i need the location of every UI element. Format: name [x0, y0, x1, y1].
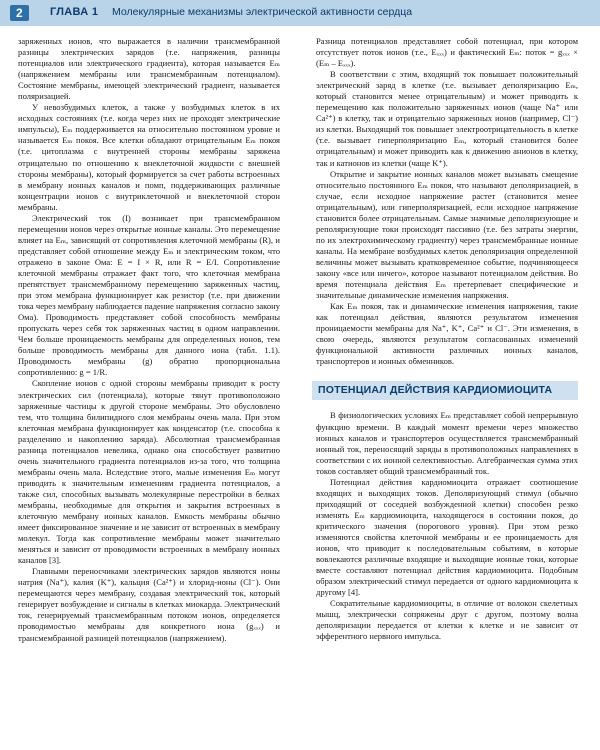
paragraph: заряженных ионов, что выражается в наличии трансмембранной разницы электрических зарядов (т.е. напряжения, разницы потенциалов или электрического градиента), которая называется Eₘ (напряжением мембраны или трансмембранным потенциалом). Состояние мембраны, имеющей электрический градиент, называется поляризацией. — [18, 36, 280, 102]
paragraph: В физиологических условиях Eₘ представляет собой непрерывную функцию времени. В каждый момент времени через множество ионных каналов и транспортеров осуществляется трансмембранный ионный ток, переносящий заряды в противоположных направлениях в соответствии с их ионной селективностью. Алгебраическая сумма этих токов составляет общий трансмембранный ток. — [316, 410, 578, 476]
section-heading: ПОТЕНЦИАЛ ДЕЙСТВИЯ КАРДИОМИОЦИТА — [312, 381, 578, 400]
paragraph: Главными переносчиками электрических зарядов являются ионы натрия (Na⁺), калия (K⁺), кальция (Ca²⁺) и хлорид-ионы (Cl⁻). Они перемещаются через мембрану, создавая электрический ток, который генерирует возбуждение и сигналы в клетках миокарда. Электрический ток, генерируемый трансмембранным потоком ионов, определяется проводимостью мембраны для конкретного иона (gₓₓₓ) и трансмембранной разницей потенциалов (напряжением). — [18, 566, 280, 643]
paragraph: Электрический ток (I) возникает при трансмембранном перемещении ионов через открытые ионные каналы. Это перемещение влияет на Eₘ, зависящий от сопротивления клеточной мембраны (R), и представляет собой отношение между Eₘ и электрическим током, что отражено в законе Ома: E = I × R, или R = E/I. Сопротивление клеточной мембраны отражает факт того, что клеточная мембрана препятствует трансмембранному перемещению заряженных частиц, при этом мембрана функционирует как резистор (т.е. при движении тока через мембрану наблюдается падение напряжения согласно закону Ома). Проводимость представляет собой способность мембраны пропускать через себя ток заряженных частиц в одном направлении. Чем больше проницаемость мембраны для определенных ионов, тем больше проводимость мембраны для данного иона (табл. 1.1). Проводимость мембраны (g) обратно пропорциональна сопротивлению: g = 1/R. — [18, 212, 280, 378]
paragraph: У невозбудимых клеток, а также у возбудимых клеток в их исходных состояниях (т.е. когда через них не проходят электрические импульсы), Eₘ поддерживается на относительно постоянном уровне и называется Eₘ покоя. Все клетки обладают отрицательным Eₘ покоя (т.е. цитоплазма с внутренней стороны мембраны заряжена отрицательно по отношению к внеклеточной жидкости с внешней стороны мембраны), который формируется за счет работы встроенных в мембрану ионных каналов и помп, поддерживающих различные концентрации ионов с внутриклеточной и внеклеточной сторон мембраны. — [18, 102, 280, 212]
right-column — [316, 36, 578, 642]
running-title: Молекулярные механизмы электрической активности сердца — [112, 6, 413, 18]
paragraph: В соответствии с этим, входящий ток повышает положительный электрический заряд в клетке (т.е. вызывает деполяризацию Eₘ, который становится менее отрицательным) и может приводить к перемещению как положительно заряженных ионов (чаще Na⁺ или Ca²⁺) в клетку, так и отрицательно заряженных ионов (например, Cl⁻) из клетки. Выходящий ток повышает электроотрицательность в клетке (т.е. вызывает гиперполяризацию Eₘ, который становится более отрицательным) и может приводить как к движению анионов в клетку, так и катионов из клетки (чаще K⁺). — [316, 69, 578, 168]
page-header — [0, 0, 600, 26]
paragraph: Разница потенциалов представляет собой потенциал, при котором отсутствует поток ионов (т.е., Eₓₓₓ) и фактический Eₘ: поток = gₓₓₓ × (Eₘ – Eₓₓₓ). — [316, 36, 578, 69]
paragraph: Как Eₘ покоя, так и динамические изменения напряжения, такие как потенциал действия, являются результатом изменения проницаемости мембраны для Na⁺, K⁺, Ca²⁺ и Cl⁻. Эти изменения, в свою очередь, являются результатом согласованных изменений функциональной активности различных ионных каналов, транспортеров и ионных обменников. — [316, 301, 578, 367]
page-number: 2 — [10, 5, 29, 21]
paragraph: Потенциал действия кардиомиоцита отражает соотношение входящих и выходящих токов. Деполяризующий стимул (обычно приходящий от соседней возбужденной клетки) способен резко изменять Eₘ кардиомиоцита, находящегося в состоянии покоя, до критического значения (порогового уровня). При этом резко изменяются свойства клеточной мембраны и ее проницаемость для ионов, что приводит к последовательным событиям, в которые вовлекаются различные входящие и выходящие ионные токи, которые вместе составляют потенциал действия кардиомиоцита. Подобным образом электрический стимул передается от одного кардиомиоцита к другому [4]. — [316, 476, 578, 598]
chapter-label: ГЛАВА 1 — [50, 6, 99, 18]
paragraph: Открытие и закрытие ионных каналов может вызывать смещение относительно постоянного Eₘ покоя, что называют деполяризацией, в случае, если исходное напряжение растет (становится менее отрицательным), или гиперполяризацией, если исходное напряжение становится более отрицательным. Самые значимые деполяризующие и реполяризующие токи происходят пассивно (т.е. без затраты энергии, по их электрохимическому градиенту) через трансмембранные ионные каналы. На мембране возбудимых клеток деполяризация определенной величины может вызывать кратковременное событие, подчиняющееся закону «все или ничего», которое называют потенциалом действия. Во время потенциала действия Eₘ претерпевает специфические и значительные динамические изменения напряжения. — [316, 168, 578, 301]
paragraph: Сократительные кардиомиоциты, в отличие от волокон скелетных мышц, электрически сопряжены друг с другом, поэтому волна деполяризации передается от клетки к клетке и не зависит от эфферентного нервного импульса. — [316, 598, 578, 642]
paragraph: Скопление ионов с одной стороны мембраны приводит к росту электрических сил (потенциала), которые тянут противоположно заряженные частицы к другой стороне мембраны. Это обусловлено тем, что толщина билипидного слоя мембраны очень мала. При этом клеточная мембрана функционирует как конденсатор (т.е. способна к разделению и накоплению заряда). Абсолютная трансмембранная разница потенциалов невелика, однако она способствует развитию очень значительного градиента потенциалов из-за того, что толщина мембраны очень мала. Вследствие этого, малые изменения Eₘ могут приводить к значительным изменениям градиента потенциалов, а также сил, способных вызывать молекулярные перестройки в белках мембраны, необходимые для открытия и закрытия встроенных в клеточную мембрану ионных каналов. Емкость мембраны обычно имеет фиксированное значение и не зависит от встроенных в мембрану молекул. Тогда как сопротивление мембраны может значительно меняться и зависит от проводимости встроенных в мембрану ионных каналов [3]. — [18, 378, 280, 566]
left-column — [18, 36, 280, 644]
